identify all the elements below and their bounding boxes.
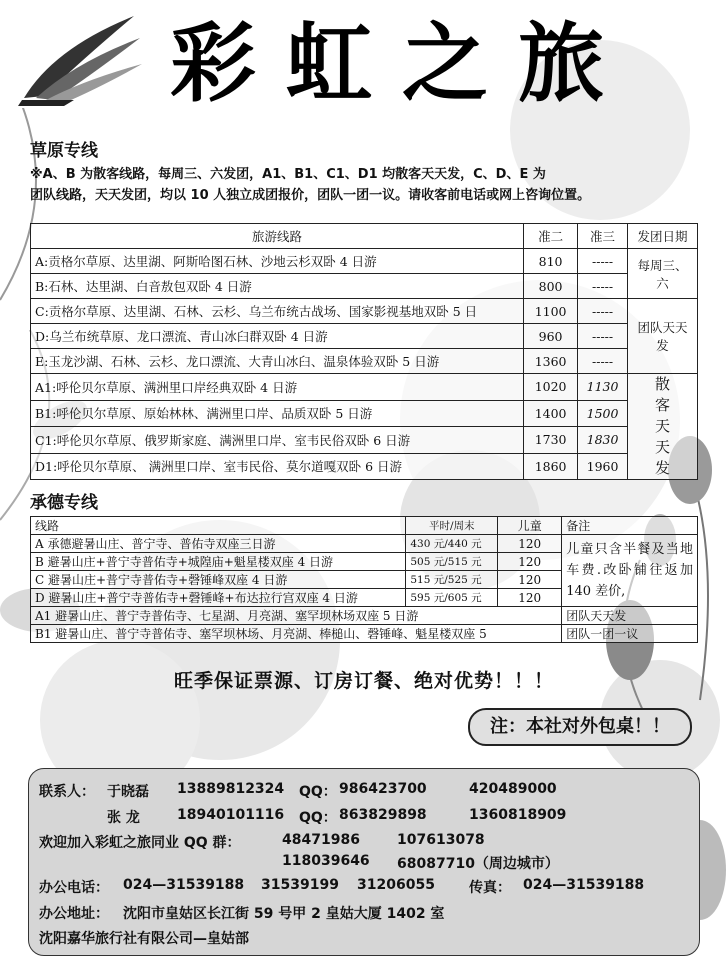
grassland-note	[30, 164, 690, 206]
route-cell: A1 避暑山庄、普宁寺普佑寺、七星湖、月亮湖、塞罕坝林场双座 5 日游	[31, 607, 562, 625]
col-header-route: 旅游线路	[31, 224, 524, 249]
price-double-cell: 1020	[524, 374, 578, 401]
depart-date-cell: 每周三、六	[628, 249, 698, 299]
table-row	[31, 427, 698, 454]
depart-date-char: 散	[655, 375, 671, 393]
table-row	[31, 324, 698, 349]
route-cell: C 避暑山庄+普宁寺普佑寺+磬锤峰双座 4 日游	[31, 571, 406, 589]
contact-qq: 420489000	[469, 781, 557, 797]
col-header-child: 儿童	[498, 517, 562, 535]
fax-number: 024—31539188	[523, 877, 645, 893]
office-tel-label: 办公电话：	[39, 880, 109, 896]
contact-phone: 18940101116	[177, 807, 285, 823]
contact-phone: 13889812324	[177, 781, 285, 797]
table-header-row	[31, 517, 698, 535]
price-double-cell: 1730	[524, 427, 578, 454]
table-row	[31, 274, 698, 299]
section-title-grassland: 草原专线	[30, 141, 98, 161]
office-tel: 024—31539188	[123, 877, 245, 893]
qq-group-number: 68087710（周边城市）	[397, 856, 559, 872]
notice-badge: 注：本社对外包桌！！	[468, 708, 692, 746]
contact-qq: 1360818909	[469, 807, 567, 823]
price-triple-cell: 1960	[578, 453, 628, 480]
col-header-route: 线路	[31, 517, 406, 535]
table-header-row	[31, 224, 698, 249]
depart-date-char: 发	[655, 459, 671, 477]
office-tel: 31206055	[357, 877, 435, 893]
contact-name: 于晓磊	[107, 784, 149, 800]
price-triple-cell: -----	[578, 274, 628, 299]
route-cell: D:乌兰布统草原、龙口漂流、青山冰臼群双卧 4 日游	[31, 324, 524, 349]
qq-group-number: 48471986	[282, 832, 360, 848]
remark-cell: 团队一团一议	[562, 625, 698, 643]
depart-date-text: 发	[656, 338, 669, 353]
route-cell: A:贡格尔草原、达里湖、阿斯哈图石林、沙地云杉双卧 4 日游	[31, 249, 524, 274]
remark-cell: 儿童只含半餐及当地车费.改卧铺往返加 140 差价,	[562, 535, 698, 607]
route-cell: C1:呼伦贝尔草原、俄罗斯家庭、满洲里口岸、室韦民俗双卧 6 日游	[31, 427, 524, 454]
route-cell: B1:呼伦贝尔草原、原始林林、满洲里口岸、品质双卧 5 日游	[31, 400, 524, 427]
price-double-cell: 960	[524, 324, 578, 349]
note-line: 团队线路，天天发团，均以 10 人独立成团报价，团队一团一议。请收客前电话或网上咨询位置。	[30, 188, 591, 203]
route-cell: B1 避暑山庄、普宁寺普佑寺、塞罕坝林场、月亮湖、棒槌山、磬锤峰、魁星楼双座 5	[31, 625, 562, 643]
contact-label: 联系人：	[39, 784, 95, 800]
col-header-remark: 备注	[562, 517, 698, 535]
child-price-cell: 120	[498, 589, 562, 607]
qq-label: QQ：	[299, 810, 337, 826]
depart-date-text: 团队天天	[637, 320, 688, 335]
qq-group-label: 欢迎加入彩虹之旅同业 QQ 群：	[39, 835, 241, 851]
price-double-cell: 1400	[524, 400, 578, 427]
table-row	[31, 535, 698, 553]
table-row	[31, 299, 698, 324]
contact-name: 张 龙	[107, 810, 140, 826]
col-header-price-triple: 准三	[578, 224, 628, 249]
route-cell: A 承德避暑山庄、普宁寺、普佑寺双座三日游	[31, 535, 406, 553]
price-triple-cell: -----	[578, 324, 628, 349]
price-double-cell: 800	[524, 274, 578, 299]
depart-date-char: 客	[655, 396, 671, 414]
table-row	[31, 374, 698, 401]
slogan: 旺季保证票源、订房订餐、绝对优势！！！	[173, 670, 554, 692]
qq-group-number: 107613078	[397, 832, 485, 848]
company-name: 沈阳嘉华旅行社有限公司—皇姑部	[39, 931, 249, 947]
price-double-cell: 1100	[524, 299, 578, 324]
price-double-cell: 810	[524, 249, 578, 274]
price-triple-cell: 1130	[578, 374, 628, 401]
depart-date-char: 天	[655, 417, 671, 435]
route-cell: A1:呼伦贝尔草原、满洲里口岸经典双卧 4 日游	[31, 374, 524, 401]
contact-panel	[28, 768, 700, 956]
depart-date-cell	[628, 374, 698, 480]
qq-group-number: 118039646	[282, 853, 370, 869]
price-cell: 505 元/515 元	[406, 553, 498, 571]
price-cell: 595 元/605 元	[406, 589, 498, 607]
col-header-price-double: 准二	[524, 224, 578, 249]
chengde-table	[30, 516, 698, 643]
route-cell: D1:呼伦贝尔草原、 满洲里口岸、室韦民俗、莫尔道嘎双卧 6 日游	[31, 453, 524, 480]
col-header-depart-date: 发团日期	[628, 224, 698, 249]
page-title: 彩虹之旅	[170, 14, 634, 114]
address-label: 办公地址：	[39, 906, 109, 922]
table-row	[31, 607, 698, 625]
price-triple-cell: -----	[578, 299, 628, 324]
depart-date-char: 天	[655, 438, 671, 456]
col-header-price: 平时/周末	[406, 517, 498, 535]
contact-qq: 863829898	[339, 807, 427, 823]
price-triple-cell: 1500	[578, 400, 628, 427]
price-cell: 430 元/440 元	[406, 535, 498, 553]
child-price-cell: 120	[498, 571, 562, 589]
contact-qq: 986423700	[339, 781, 427, 797]
depart-date-cell	[628, 299, 698, 374]
price-cell: 515 元/525 元	[406, 571, 498, 589]
route-cell: C:贡格尔草原、达里湖、石林、云杉、乌兰布统古战场、国家影视基地双卧 5 日	[31, 299, 524, 324]
table-row	[31, 625, 698, 643]
route-cell: B 避暑山庄+普宁寺普佑寺+城隍庙+魁星楼双座 4 日游	[31, 553, 406, 571]
note-line: ※A、B 为散客线路，每周三、六发团，A1、B1、C1、D1 均散客天天发，C、D、E 为	[30, 167, 546, 182]
child-price-cell: 120	[498, 553, 562, 571]
price-triple-cell: -----	[578, 349, 628, 374]
price-triple-cell: -----	[578, 249, 628, 274]
table-row	[31, 400, 698, 427]
price-double-cell: 1860	[524, 453, 578, 480]
route-cell: D 避暑山庄+普宁寺普佑寺+磬锤峰+布达拉行宫双座 4 日游	[31, 589, 406, 607]
office-tel: 31539199	[261, 877, 339, 893]
remark-cell: 团队天天发	[562, 607, 698, 625]
route-cell: B:石林、达里湖、白音敖包双卧 4 日游	[31, 274, 524, 299]
route-cell: E:玉龙沙湖、石林、云杉、龙口漂流、大青山冰臼、温泉体验双卧 5 日游	[31, 349, 524, 374]
table-row	[31, 349, 698, 374]
table-row	[31, 249, 698, 274]
section-title-chengde: 承德专线	[30, 493, 98, 513]
fax-label: 传真：	[469, 880, 511, 896]
table-row	[31, 453, 698, 480]
grassland-table	[30, 223, 698, 480]
qq-label: QQ：	[299, 784, 337, 800]
address: 沈阳市皇姑区长江街 59 号甲 2 皇姑大厦 1402 室	[123, 906, 445, 922]
logo-icon	[14, 8, 144, 108]
child-price-cell: 120	[498, 535, 562, 553]
price-triple-cell: 1830	[578, 427, 628, 454]
price-double-cell: 1360	[524, 349, 578, 374]
